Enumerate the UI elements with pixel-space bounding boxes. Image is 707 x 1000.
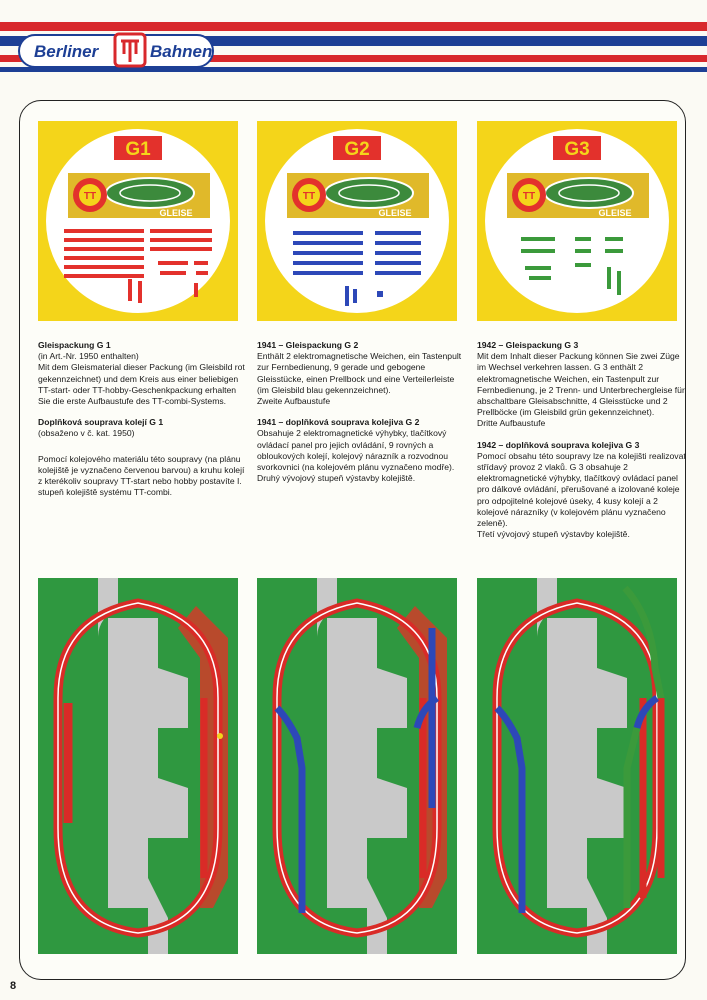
pack-g3-label: GLEISE: [598, 208, 632, 218]
g2-cz-title: 1941 – doplňková souprava kolejiva G 2: [257, 417, 420, 428]
tt-logo-icon: [112, 32, 148, 70]
g3-body: Mit dem Inhalt dieser Packung können Sie zwei Züge im Wechsel verkehren lassen. G 3 enthält 2 elektromagnetische Weichen, ein Tastenpult zur Fernbedienung, je 2 Trenn- und Unterbrechergleise für abschaltbare Gleisabschnitte, 4 Gleisstücke und 2 Prellböcke (im Gleisbild grün gekennzeichnet).: [477, 351, 685, 418]
g1-body: Mit dem Gleismaterial dieser Packung (im Gleisbild rot gekennzeichnet) und dem Kreis aus einer beliebigen TT-start- oder TT-hobby-Geschenkpackung erhalten Sie die erste Aufbaustufe des TT-combi-Systems.: [38, 362, 245, 407]
track-plan-g1: [38, 578, 238, 954]
text-column-g2: [257, 340, 467, 492]
g2-cz-body: Obsahuje 2 elektromagnetické výhybky, tlačítkový ovládací panel pro jejich ovládání, 9 rovných a obloukových kolejí, kolejový nárazník a rozvodnou svorkovnici (na kolejovém plánu vyznačeno modře).: [257, 428, 455, 473]
brand-logo: [18, 34, 214, 68]
svg-text:TT: TT: [522, 191, 536, 202]
g3-stage: Dritte Aufbaustufe: [477, 418, 546, 429]
g2-cz-stage: Druhý vývojový stupeň výstavby kolejiště.: [257, 473, 416, 484]
pack-g2-image: [257, 121, 457, 321]
g2-title: 1941 – Gleispackung G 2: [257, 340, 359, 350]
pack-g2-badge: G2: [344, 139, 370, 160]
g3-cz-stage: Třetí vývojový stupeň výstavby kolejiště.: [477, 529, 630, 540]
g2-body: Enthält 2 elektromagnetische Weichen, ein Tastenpult zur Fernbedienung, 9 gerade und gebogene Gleisstücke, einen Prellbock und eine Verteilerleiste (im Gleisbild blau gekennzeichnet).: [257, 351, 462, 395]
header-red-stripe: [0, 22, 707, 31]
pack-g2-label: GLEISE: [378, 208, 412, 218]
text-column-g1: [38, 340, 248, 506]
g2-stage: Zweite Aufbaustufe: [257, 396, 331, 407]
g3-title: 1942 – Gleispackung G 3: [477, 340, 579, 350]
g3-cz-title: 1942 – doplňková souprava kolejiva G 3: [477, 439, 640, 450]
g3-cz-body: Pomocí obsahu této soupravy lze na kolejišti realizovat střídavý provoz 2 vlaků. G 3 obsahuje 2 elektromagnetické výhybky, tlačítkový ovládací panel pro dálkové ovládání, přerušované a izolované koleje pro odpojitelné kolejové úseky, 4 kusy kolejí a 2 kolejové nárazníky (v kolejovém plánu vyznačeno zeleně).: [477, 450, 686, 529]
brand-left-text: Berliner: [34, 42, 99, 61]
svg-text:TT: TT: [83, 191, 97, 202]
pack-g1-badge: G1: [125, 139, 151, 160]
brand-right-text: Bahnen: [150, 42, 213, 61]
text-column-g3: [477, 340, 687, 548]
page-number: 8: [10, 980, 17, 992]
svg-text:TT: TT: [302, 191, 316, 202]
g1-cz-title: Doplňková souprava kolejí G 1: [38, 417, 164, 428]
g1-subtitle: (in Art.-Nr. 1950 enthalten): [38, 351, 139, 362]
track-plan-g2: [257, 578, 457, 954]
pack-g3-badge: G3: [564, 139, 590, 160]
g1-title: Gleispackung G 1: [38, 340, 111, 350]
pack-g1-label: GLEISE: [159, 208, 193, 218]
pack-g3-image: [477, 121, 677, 321]
track-plan-g3: [477, 578, 677, 954]
g1-cz-subtitle: (obsaženo v č. kat. 1950): [38, 428, 135, 439]
g1-cz-body: Pomocí kolejového materiálu této soupravy (na plánu kolejiště je vyznačeno červenou barvou) a kruhu kolejí z kterékoliv soupravy TT-start nebo hobby postavíte I. stupeň kolejiště systému TT-combi.: [38, 453, 245, 498]
pack-g1-image: [38, 121, 238, 321]
